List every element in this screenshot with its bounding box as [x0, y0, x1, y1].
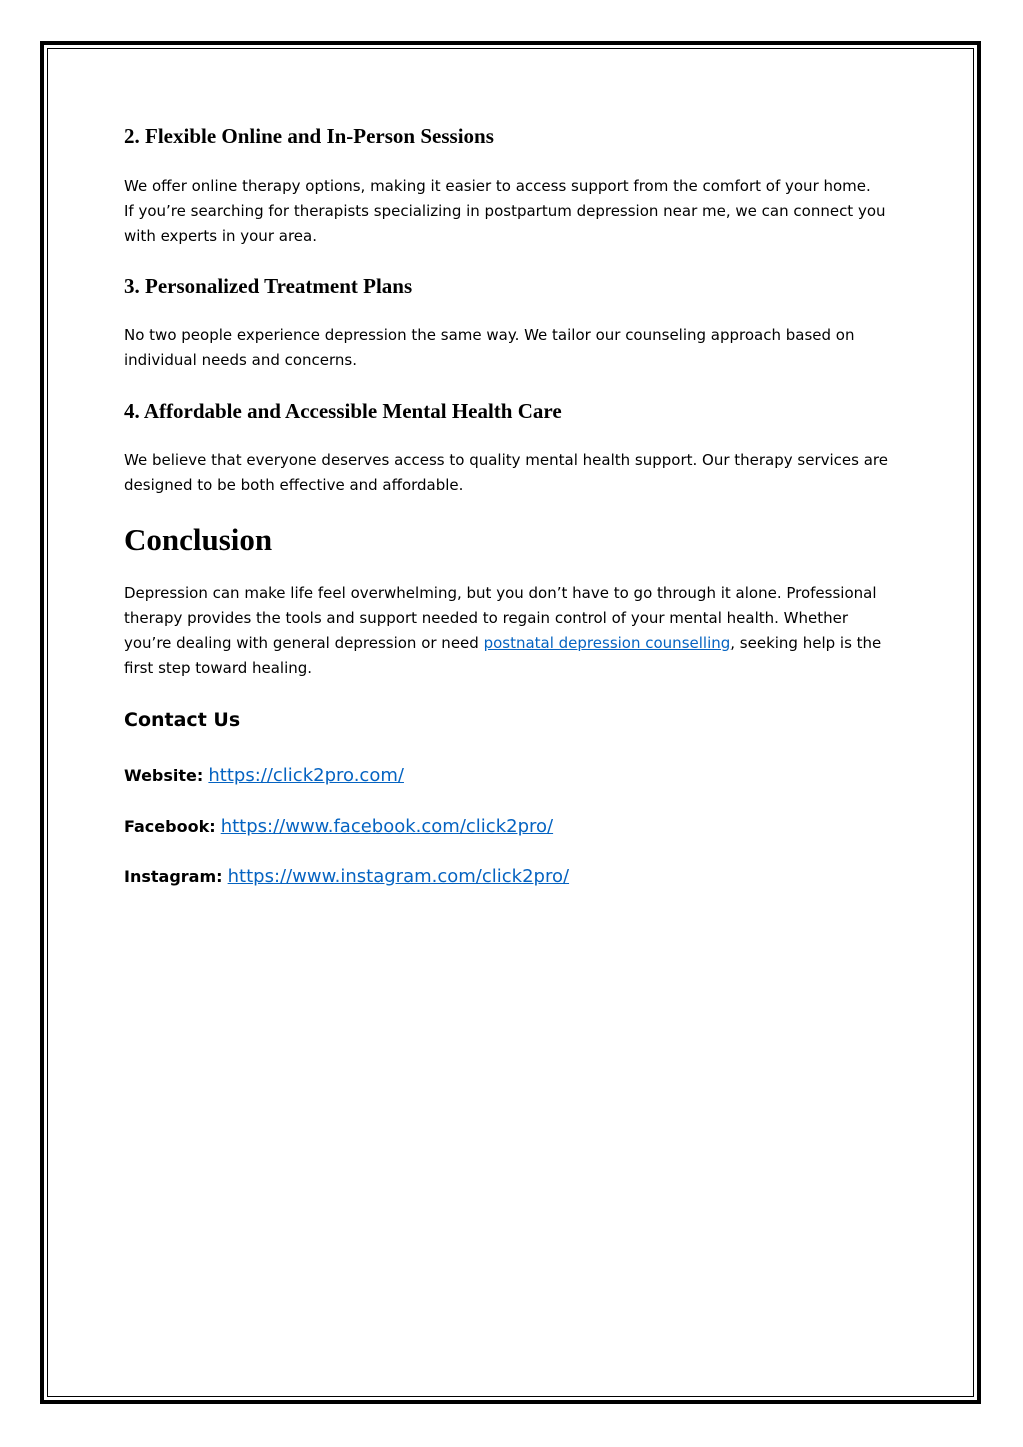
paragraph-line: We offer online therapy options, making it easier to access support from the comfort of your home.: [124, 177, 871, 195]
paragraph-text: you’re dealing with general depression or need: [124, 634, 484, 652]
paragraph-line: We believe that everyone deserves access to quality mental health support. Our therapy services are: [124, 451, 888, 469]
instagram-link[interactable]: https://www.instagram.com/click2pro/: [227, 866, 570, 887]
paragraph-line: first step toward healing.: [124, 659, 313, 677]
paragraph-line: designed to be both effective and affordable.: [124, 476, 464, 494]
paragraph-text: , seeking help is the: [730, 634, 882, 652]
paragraph-line: Depression can make life feel overwhelming, but you don’t have to go through it alone. Professional: [124, 584, 877, 602]
website-label: Website:: [124, 766, 204, 785]
contact-facebook-row: [124, 816, 553, 837]
contact-instagram-row: [124, 866, 569, 887]
website-link[interactable]: https://click2pro.com/: [208, 765, 404, 786]
conclusion-heading: Conclusion: [124, 522, 273, 557]
facebook-link[interactable]: https://www.facebook.com/click2pro/: [220, 816, 554, 837]
paragraph-line: No two people experience depression the same way. We tailor our counseling approach based on: [124, 326, 855, 344]
conclusion-paragraph: [124, 581, 914, 681]
paragraph-line: If you’re searching for therapists specializing in postpartum depression near me, we can connect you: [124, 202, 886, 220]
paragraph-line: with experts in your area.: [124, 227, 317, 245]
instagram-label: Instagram:: [124, 867, 223, 886]
section-heading-flexible-sessions: 2. Flexible Online and In-Person Sessions: [124, 124, 494, 148]
section-heading-personalized-plans: 3. Personalized Treatment Plans: [124, 274, 413, 298]
paragraph-line: therapy provides the tools and support needed to regain control of your mental health. Whether: [124, 609, 849, 627]
contact-heading: Contact Us: [124, 709, 241, 731]
section-paragraph-flexible-sessions: [124, 174, 914, 249]
section-heading-affordable-care: 4. Affordable and Accessible Mental Health Care: [124, 399, 562, 423]
facebook-label: Facebook:: [124, 817, 216, 836]
paragraph-line: individual needs and concerns.: [124, 351, 358, 369]
section-paragraph-personalized-plans: [124, 323, 914, 373]
contact-website-row: [124, 765, 404, 786]
section-paragraph-affordable-care: [124, 448, 914, 498]
postnatal-depression-counselling-link[interactable]: postnatal depression counselling: [483, 634, 731, 652]
paragraph-line: [124, 631, 914, 656]
